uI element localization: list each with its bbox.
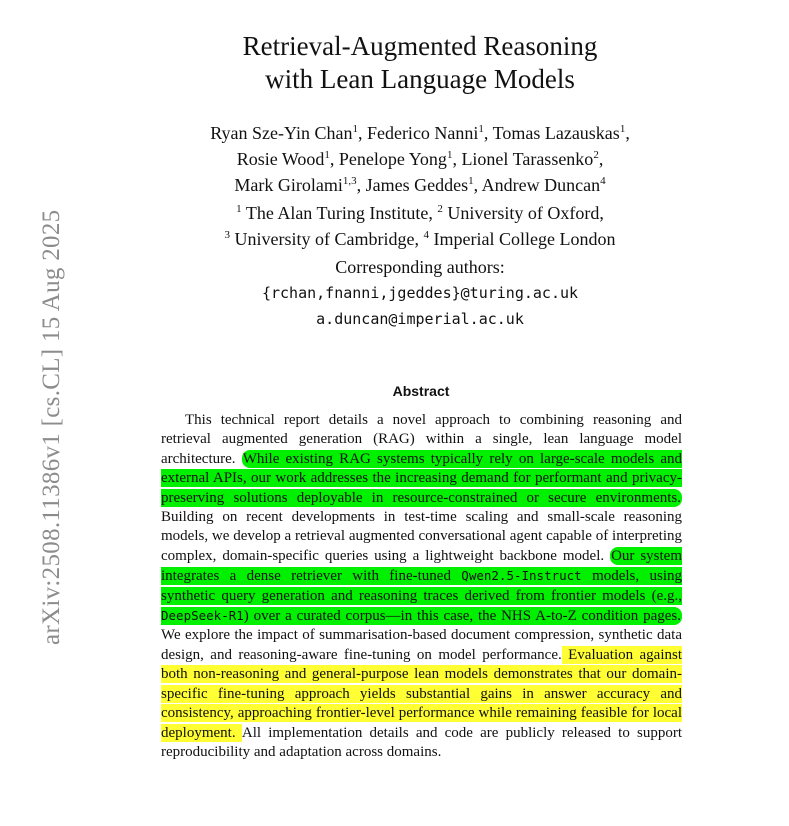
author-separator: ,: [356, 175, 366, 195]
author-line: [140, 120, 700, 146]
corresponding-email-2[interactable]: a.duncan@imperial.ac.uk: [316, 310, 524, 328]
affiliation-mark: 4: [423, 229, 429, 241]
author-affiliation-mark: 1: [324, 149, 330, 161]
author-name: Rosie Wood: [236, 149, 325, 169]
author-separator: ,: [329, 149, 339, 169]
title-line-1: Retrieval-Augmented Reasoning: [242, 31, 598, 61]
arxiv-identifier: arXiv:2508.11386v1 [cs.CL] 15 Aug 2025: [38, 209, 65, 645]
affiliation-name: University of Oxford,: [442, 203, 604, 223]
abstract-plain-4: All implementation details and code are publicly released to support reproducibility and adaptation across domains.: [161, 724, 682, 760]
paper-title: [160, 30, 680, 96]
affiliation-line-1: [140, 200, 700, 226]
author-block: [140, 120, 700, 332]
corresponding-label: Corresponding authors:: [335, 257, 505, 277]
author-name: Lionel Tarassenko: [461, 149, 594, 169]
abstract-text: [161, 411, 682, 762]
title-line-2: with Lean Language Models: [265, 64, 575, 94]
abstract-plain-3: We explore the impact of summarisation-based document compression, synthetic data design, and reasoning-aware fine-tuning on model performance.: [161, 627, 682, 663]
highlight-text: Our system integrates a dense retriever with fine-tuned: [161, 547, 682, 585]
affiliations: [140, 200, 700, 252]
arxiv-sidebar: [16, 145, 65, 645]
affiliation-name: Imperial College London: [429, 229, 616, 249]
affiliation-mark: 2: [437, 203, 443, 215]
highlight-text: ) over a curated corpus—in this case, the NHS A-to-Z condition pages.: [243, 608, 681, 625]
author-separator: ,: [452, 149, 462, 169]
author-affiliation-mark: 2: [593, 149, 599, 161]
abstract-plain-1: This technical report details a novel approach to combining reasoning and retrieval augmented generation (RAG) within a single, lean language model architecture.: [161, 412, 682, 467]
author-name: Andrew Duncan: [481, 175, 601, 195]
author-affiliation-mark: 1: [478, 123, 484, 135]
corresponding-email-1[interactable]: {rchan,fnanni,jgeddes}@turing.ac.uk: [261, 284, 579, 302]
author-name: Penelope Yong: [338, 149, 447, 169]
author-affiliation-mark: 1: [468, 175, 474, 187]
author-name: Federico Nanni: [366, 123, 479, 143]
author-affiliation-mark: 1: [446, 149, 453, 161]
author-line: [140, 172, 700, 198]
highlight-text: models, using synthetic query generation and reasoning traces derived from frontier models (e.g.,: [161, 568, 682, 604]
author-name: Tomas Lazauskas: [492, 123, 620, 143]
affiliation-name: University of Cambridge,: [230, 229, 424, 249]
author-affiliation-mark: 1: [619, 123, 626, 135]
author-separator: ,: [473, 175, 482, 195]
affiliation-name: The Alan Turing Institute,: [241, 203, 438, 223]
affiliation-mark: 3: [224, 229, 231, 241]
author-separator: ,: [357, 123, 367, 143]
author-name: Ryan Sze-Yin Chan: [210, 123, 353, 143]
author-name: James Geddes: [365, 175, 469, 195]
code-model-name: DeepSeek-R1: [161, 608, 244, 624]
highlight-yellow-1: Evaluation against both non-reasoning and general-purpose lean models demonstrates that our domain-specific fine-tuning approach yields substantial gains in answer accuracy and consistency, approaching frontier-level performance while remaining feasible for local deployment.: [161, 646, 683, 741]
highlight-green-1: While existing RAG systems typically rely on large-scale models and external APIs, our work addresses the increasing demand for performant and privacy-preserving solutions deployable in resource-constrained or secure environments.: [161, 450, 683, 506]
author-separator: ,: [483, 123, 493, 143]
code-model-name: Qwen2.5-Instruct: [461, 568, 582, 584]
affiliation-mark: 1: [236, 203, 242, 215]
abstract-plain-2: Building on recent developments in test-time scaling and small-scale reasoning models, we develop a retrieval augmented conversational agent capable of interpreting complex, domain-specific queries using a lightweight backbone model.: [161, 509, 682, 564]
author-affiliation-mark: 1: [352, 123, 358, 135]
author-affiliation-mark: 1,3: [342, 175, 357, 187]
author-separator: ,: [598, 149, 604, 169]
author-list: [140, 120, 700, 198]
author-affiliation-mark: 4: [600, 175, 606, 187]
author-line: [140, 146, 700, 172]
author-separator: ,: [625, 123, 630, 143]
author-name: Mark Girolami: [234, 175, 343, 195]
abstract-heading: Abstract: [392, 383, 450, 399]
affiliation-line-2: [140, 226, 700, 252]
